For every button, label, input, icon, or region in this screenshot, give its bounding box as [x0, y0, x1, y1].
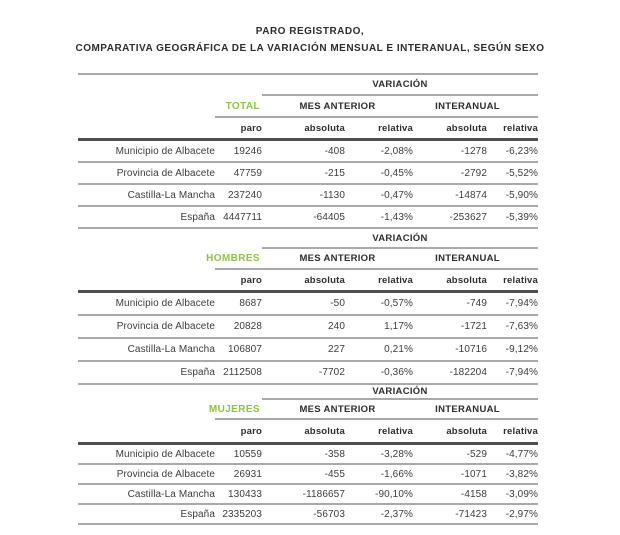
mes-rel-value: -0,45% — [380, 167, 413, 179]
mes-abs-value: -50 — [330, 298, 345, 309]
int-rel-value: -2,97% — [505, 508, 538, 520]
variacion-header: VARIACIÓN — [262, 229, 538, 249]
mes-rel-value: -1,43% — [380, 211, 413, 223]
paro-value: 130433 — [228, 488, 262, 500]
row-label: España — [180, 211, 215, 223]
paro-value: 20828 — [233, 321, 262, 332]
row-label: Provincia de Albacete — [116, 468, 215, 480]
absoluta-column-header: absoluta — [446, 274, 487, 286]
group-header-row — [78, 96, 538, 118]
page-title-line2: COMPARATIVA GEOGRÁFICA DE LA VARIACIÓN MENSUAL E INTERANUAL, SEGÚN SEXO — [75, 42, 545, 54]
int-abs-value: -1278 — [460, 145, 487, 157]
group-label-total: TOTAL — [215, 96, 262, 118]
relativa-column-header: relativa — [503, 122, 538, 134]
mes-rel-value: -1,66% — [380, 468, 413, 480]
int-rel-value: -5,52% — [505, 167, 538, 179]
table-row — [78, 185, 538, 207]
relativa-column-header: relativa — [503, 425, 538, 437]
table-row — [78, 207, 538, 229]
int-abs-value: -182204 — [449, 367, 487, 378]
absoluta-column-header: absoluta — [446, 122, 487, 134]
paro-value: 4447711 — [223, 211, 262, 223]
relativa-column-header: relativa — [378, 425, 413, 437]
absoluta-column-header: absoluta — [304, 425, 345, 437]
int-abs-value: -1071 — [460, 468, 487, 480]
row-label: España — [180, 508, 215, 520]
row-label: Municipio de Albacete — [115, 298, 215, 309]
mes-rel-value: -0,47% — [380, 189, 413, 201]
row-label: Castilla-La Mancha — [127, 488, 215, 500]
int-abs-value: -4158 — [460, 488, 487, 500]
page-title — [0, 24, 620, 57]
paro-value: 8687 — [239, 298, 262, 309]
paro-value: 237240 — [228, 189, 262, 201]
paro-column-header: paro — [240, 425, 262, 437]
section-total — [78, 73, 538, 229]
variacion-header: VARIACIÓN — [262, 75, 538, 96]
table-row — [78, 505, 538, 525]
absoluta-column-header: absoluta — [304, 274, 345, 286]
group-label-mujeres: MUJERES — [215, 400, 262, 420]
group-header-row — [78, 249, 538, 270]
mes-anterior-header: MES ANTERIOR — [262, 400, 413, 420]
paro-column-header: paro — [240, 122, 262, 134]
table-row — [78, 316, 538, 339]
int-abs-value: -529 — [466, 448, 487, 460]
int-rel-value: -7,63% — [505, 321, 538, 332]
mes-abs-value: -64405 — [313, 211, 345, 223]
int-rel-value: -3,82% — [505, 468, 538, 480]
int-abs-value: -2792 — [460, 167, 487, 179]
int-abs-value: -749 — [466, 298, 487, 309]
mes-rel-value: -2,37% — [380, 508, 413, 520]
int-abs-value: -14874 — [455, 189, 487, 201]
paro-value: 47759 — [233, 167, 262, 179]
mes-abs-value: -1130 — [319, 189, 345, 201]
paro-value: 26931 — [233, 468, 262, 480]
int-rel-value: -3,09% — [505, 488, 538, 500]
column-header-row — [78, 118, 538, 141]
table-row — [78, 163, 538, 185]
mes-abs-value: 240 — [328, 321, 345, 332]
table-row — [78, 465, 538, 485]
row-label: España — [180, 367, 215, 378]
mes-anterior-header: MES ANTERIOR — [262, 96, 413, 118]
absoluta-column-header: absoluta — [446, 425, 487, 437]
paro-column-header: paro — [240, 274, 262, 286]
variacion-header: VARIACIÓN — [262, 385, 538, 400]
table-row — [78, 362, 538, 385]
group-label-hombres: HOMBRES — [215, 249, 262, 270]
int-abs-value: -253627 — [449, 211, 487, 223]
absoluta-column-header: absoluta — [304, 122, 345, 134]
column-header-row — [78, 270, 538, 293]
table-row — [78, 141, 538, 163]
row-label: Provincia de Albacete — [116, 321, 215, 332]
relativa-column-header: relativa — [378, 122, 413, 134]
table-row — [78, 339, 538, 362]
mes-abs-value: -358 — [324, 448, 345, 460]
mes-rel-value: -3,28% — [380, 448, 413, 460]
interanual-header: INTERANUAL — [413, 96, 538, 118]
mes-rel-value: -0,36% — [380, 367, 413, 378]
row-label: Municipio de Albacete — [115, 145, 215, 157]
int-rel-value: -5,39% — [505, 211, 538, 223]
paro-value: 10559 — [233, 448, 262, 460]
paro-value: 2335203 — [222, 508, 262, 520]
variacion-row — [78, 229, 538, 249]
mes-rel-value: -2,08% — [380, 145, 413, 157]
mes-abs-value: -215 — [324, 167, 345, 179]
paro-value: 2112508 — [223, 367, 262, 378]
int-abs-value: -1721 — [460, 321, 487, 332]
row-label: Provincia de Albacete — [116, 167, 215, 179]
page-title-line1: PARO REGISTRADO, — [255, 26, 365, 37]
mes-abs-value: -1186657 — [302, 488, 345, 500]
paro-value: 106807 — [228, 344, 262, 355]
int-rel-value: -7,94% — [505, 367, 538, 378]
mes-abs-value: -455 — [324, 468, 345, 480]
column-header-row — [78, 420, 538, 445]
variacion-row — [78, 73, 538, 96]
int-rel-value: -9,12% — [505, 344, 538, 355]
group-header-row — [78, 400, 538, 420]
int-rel-value: -7,94% — [505, 298, 538, 309]
section-mujeres — [78, 385, 538, 525]
paro-value: 19246 — [233, 145, 262, 157]
interanual-header: INTERANUAL — [413, 249, 538, 270]
mes-abs-value: -56703 — [313, 508, 345, 520]
int-rel-value: -6,23% — [505, 145, 538, 157]
int-rel-value: -5,90% — [505, 189, 538, 201]
interanual-header: INTERANUAL — [413, 400, 538, 420]
int-abs-value: -10716 — [455, 344, 487, 355]
relativa-column-header: relativa — [378, 274, 413, 286]
row-label: Municipio de Albacete — [115, 448, 215, 460]
int-rel-value: -4,77% — [505, 448, 538, 460]
mes-rel-value: 0,21% — [384, 344, 413, 355]
relativa-column-header: relativa — [503, 274, 538, 286]
mes-abs-value: 227 — [328, 344, 345, 355]
mes-rel-value: -90,10% — [375, 488, 413, 500]
mes-abs-value: -7702 — [318, 367, 345, 378]
mes-rel-value: -0,57% — [380, 298, 413, 309]
mes-anterior-header: MES ANTERIOR — [262, 249, 413, 270]
mes-abs-value: -408 — [324, 145, 345, 157]
row-label: Castilla-La Mancha — [127, 189, 215, 201]
mes-rel-value: 1,17% — [384, 321, 413, 332]
int-abs-value: -71423 — [455, 508, 487, 520]
table-row — [78, 445, 538, 465]
row-label: Castilla-La Mancha — [127, 344, 215, 355]
section-hombres — [78, 229, 538, 385]
variacion-row — [78, 385, 538, 400]
table-row — [78, 293, 538, 316]
table-row — [78, 485, 538, 505]
